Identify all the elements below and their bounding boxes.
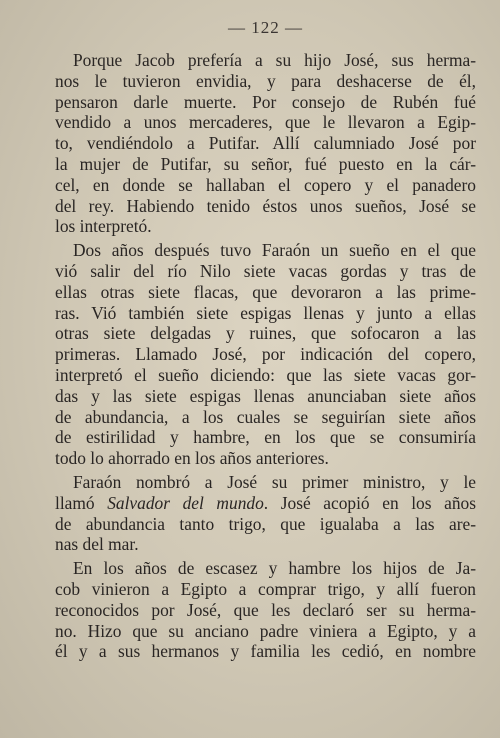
text-line: cel, en donde se hallaban el copero y el panadero <box>55 174 476 195</box>
text-line: pensaron darle muerte. Por consejo de Rubén fué <box>55 91 476 112</box>
text-line: to, vendiéndolo a Putifar. Allí calumniado José por <box>55 133 476 154</box>
text-line: En los años de escasez y hambre los hijos de Ja- <box>73 558 476 579</box>
text-line: todo lo ahorrado en los años anteriores. <box>55 448 329 469</box>
text-line: de estirilidad y hambre, en los que se consumiría <box>55 427 476 448</box>
italic-title: Salvador del mundo <box>107 492 264 513</box>
text-line: Porque Jacob prefería a su hijo José, sus herma- <box>73 50 476 70</box>
text-line: otras siete delgadas y ruines, que sofocaron a las <box>55 323 476 344</box>
text-line: Dos años después tuvo Faraón un sueño en el que <box>73 240 476 261</box>
text-line: del rey. Habiendo tenido éstos unos sueños, José se <box>55 195 476 216</box>
paragraph-1 <box>55 50 476 237</box>
text-line: primeras. Llamado José, por indicación del copero, <box>55 344 476 365</box>
text-line: nos le tuvieron envidia, y para deshacerse de él, <box>55 70 476 91</box>
page-number: — 122 — <box>228 18 303 37</box>
text-line: Faraón nombró a José su primer ministro, y le <box>73 471 476 492</box>
text-line: interpretó el sueño diciendo: que las siete vacas gor- <box>55 364 476 385</box>
text-fragment: . José acopió en los años <box>263 492 476 513</box>
text-line: vió salir del río Nilo siete vacas gordas y tras de <box>55 260 476 281</box>
text-line: de abundancia tanto trigo, que igualaba a las are- <box>55 513 476 534</box>
text-line: ras. Vió también siete espigas llenas y junto a ellas <box>55 302 476 323</box>
text-line: de abundancia, a los cuales se seguirían siete años <box>55 406 476 427</box>
text-line: la mujer de Putifar, su señor, fué puesto en la cár- <box>55 153 476 174</box>
text-line: ellas otras siete flacas, que devoraron a las prime- <box>55 281 476 302</box>
text-line: cob vinieron a Egipto a comprar trigo, y allí fueron <box>55 578 476 599</box>
paragraph-3 <box>55 472 476 555</box>
text-line: no. Hizo que su anciano padre viniera a Egipto, y a <box>55 620 476 641</box>
text-line: das y las siete espigas llenas anunciaban siete años <box>55 385 476 406</box>
text-line <box>55 493 476 514</box>
paragraph-4 <box>55 558 476 662</box>
text-line: nas del mar. <box>55 534 139 555</box>
text-fragment: llamó <box>55 492 108 513</box>
text-line: los interpretó. <box>55 216 152 237</box>
text-line: vendido a unos mercaderes, que le llevaron a Egip- <box>55 112 476 133</box>
paragraph-2 <box>55 240 476 469</box>
text-line: reconocidos por José, que les declaró ser su herma- <box>55 599 476 620</box>
text-line: él y a sus hermanos y familia les cedió, en nombre <box>55 641 476 662</box>
